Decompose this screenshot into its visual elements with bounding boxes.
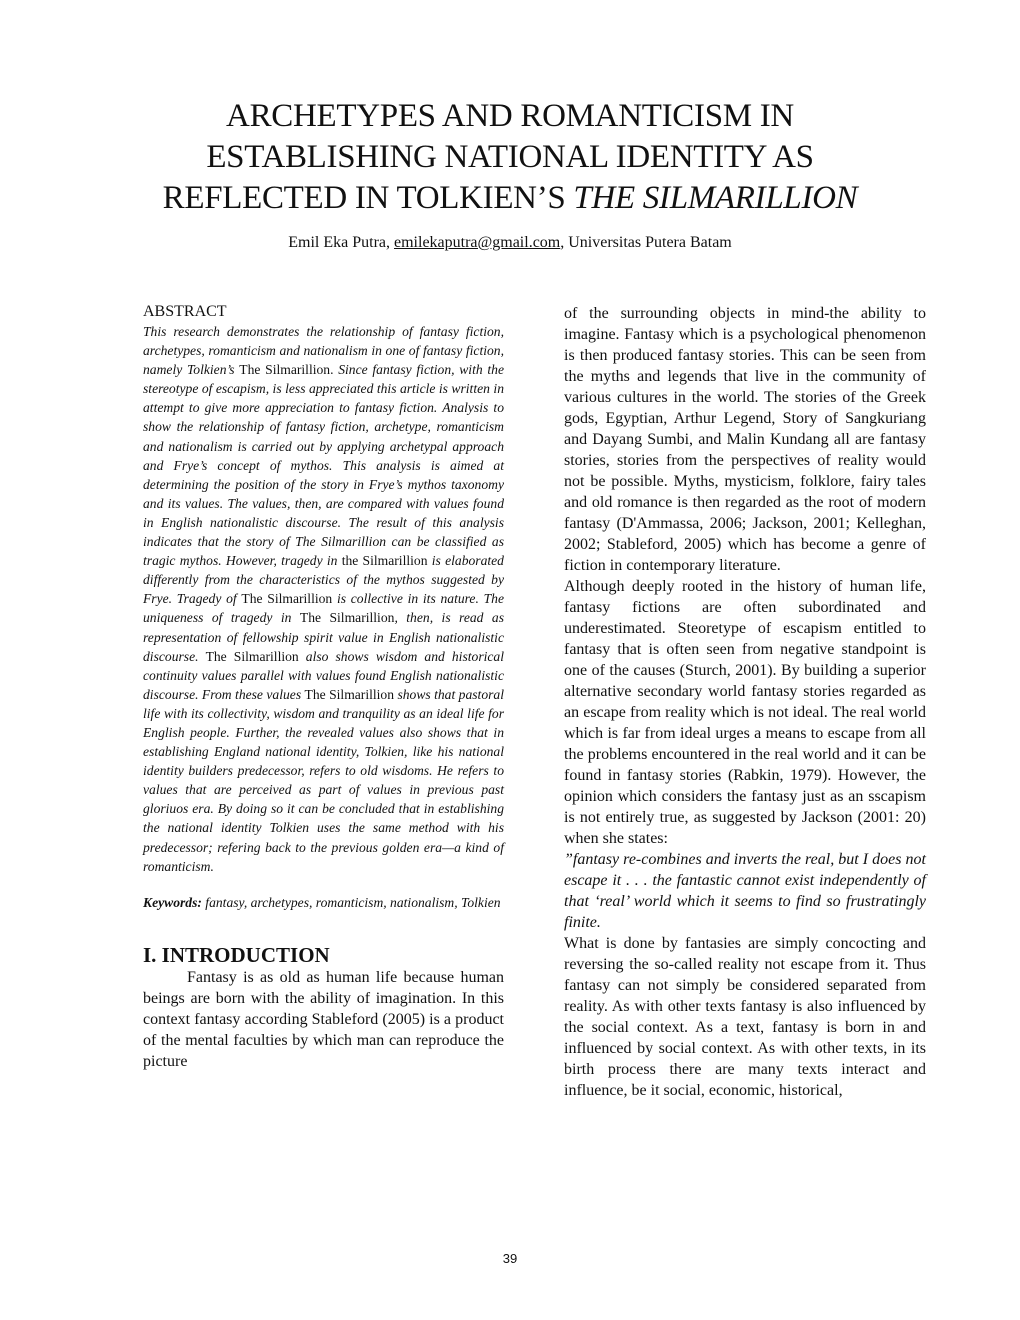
author-line: [100, 234, 920, 252]
body-paragraph-1: of the surrounding objects in mind-the ability to imagine. Fantasy which is a psychological phenomenon is then produced fantasy stories. This can be seen from the myths and legends that live in the community of various cultures in the world. The stories of the Greek gods, Egyptian, Arthur Legend, Story of Sangkuriang and Dayang Sumbi, and Malin Kundang all are fantasy stories, stories from the perspectives of reality would not be possible. Myths, mysticism, folklore, fairy tales and old romance is then regarded as the root of modern fantasy (D'Ammassa, 2006; Jackson, 2001; Kelleghan, 2002; Stableford, 2005) which has become a genre of fiction in contemporary literature.: [564, 305, 926, 574]
abstract-title-ref-1: The Silmarillion.: [239, 362, 334, 378]
abstract-text-3: is elaborated differently from the characteristics of the mythos suggested by Frye. Tragedy of: [143, 553, 504, 607]
abstract-text-4: is collective in its nature. The uniqueness of tragedy in: [143, 591, 504, 626]
title-line-3: [100, 178, 920, 219]
keywords: [143, 893, 504, 912]
abstract-heading: ABSTRACT: [143, 303, 227, 320]
title-line-3-prefix: REFLECTED IN TOLKIEN’S: [162, 180, 574, 216]
abstract-text-7: shows that pastoral life with its collectivity, wisdom and tranquility as an ideal life for English people. Further, the revealed values also shows that in establishing England national identity, Tolkien, like his national identity builders predecessor, refers to old wisdoms. He refers to values that are perceived as part of values in previous past gloriuos era. By doing so it can be concluded that in establishing the national identity Tolkien uses the same method with his predecessor; refering back to the previous golden era—a kind of romanticism.: [143, 686, 504, 874]
title-line-2: ESTABLISHING NATIONAL IDENTITY AS: [206, 139, 814, 175]
abstract-title-ref-4: The Silmarillion: [299, 610, 395, 626]
author-affiliation: , Universitas Putera Batam: [560, 234, 732, 251]
abstract-title-ref-2: the Silmarillion: [341, 553, 428, 569]
title-line-1: ARCHETYPES AND ROMANTICISM IN: [226, 98, 794, 134]
abstract-title-ref-5: The Silmarillion: [205, 648, 299, 664]
title-book-name: THE SILMARILLION: [573, 180, 858, 216]
abstract-text-5: , then, is read as representation of fellowship spirit value in English nationalistic discourse.: [143, 610, 505, 664]
abstract-body: [143, 322, 504, 876]
abstract-title-ref-6: The Silmarillion: [304, 686, 395, 702]
keywords-label: Keywords:: [143, 894, 202, 910]
keywords-list: fantasy, archetypes, romanticism, nationalism, Tolkien: [201, 894, 501, 910]
abstract-text-2: Since fantasy fiction, with the stereotype of escapism, is less appreciated this article is written in attempt to give more appreciation to fantasy fiction. Analysis to show the relationship of fantasy fiction, archetype, romanticism and nationalism is carried out by applying archetypal approach and Frye’s concept of mythos. This analysis is aimed at determining the position of the story in Frye’s mythos taxonomy and its values. The values, then, are compared with values found in English nationalistic discourse. The result of this analysis indicates that the story of The Silmarillion can be classified as tragic mythos. However, tragedy in: [143, 362, 504, 569]
author-name: Emil Eka Putra,: [288, 234, 394, 251]
abstract-text-6: also shows wisdom and historical continuity values parallel with values found English nationalistic discourse. From these values: [143, 648, 505, 702]
introduction-paragraph: Fantasy is as old as human life because human beings are born with the ability of imagination. In this context fantasy according Stableford (2005) is a product of the mental faculties by which man can reproduce the picture: [143, 968, 504, 1070]
section-heading-introduction: I. INTRODUCTION: [143, 942, 330, 967]
page-number: 39: [502, 1251, 518, 1266]
abstract-text-1: This research demonstrates the relationship of fantasy fiction, archetypes, romanticism and nationalism in one of fantasy fiction, namely Tolkien’s: [143, 324, 504, 378]
abstract-title-ref-3: The Silmarillion: [241, 591, 333, 607]
author-email-link[interactable]: emilekaputra@gmail.com: [394, 234, 561, 251]
right-column: [564, 303, 926, 1101]
block-quote: ”fantasy re-combines and inverts the real, but I does not escape it . . . the fantastic cannot exist independently of that ‘real’ world which it seems to find so frustratingly finite.: [564, 851, 926, 931]
body-paragraph-2: Although deeply rooted in the history of human life, fantasy fictions are often subordinated and underestimated. Steoretype of escapism entitled to fantasy that is often seen from negative standpoint is one of the causes (Sturch, 2001). By building a superior alternative secondary world fantasy stories regarded as an escape from reality which is not ideal. The real world which is far from ideal urges a means to escape from all the problems encountered in the real world and it can be found in fantasy stories (Rabkin, 1979). However, the opinion which considers the fantasy just as an sscapism is not entirely true, as suggested by Jackson (2001: 20) when she states:: [564, 578, 926, 847]
left-column: [143, 302, 504, 1088]
paper-title: [100, 96, 920, 219]
body-paragraph-3: What is done by fantasies are simply concocting and reversing the so-called reality not escape from it. Thus fantasy can not simply be considered separated from reality. As with other texts fantasy is also influenced by the social context. As a text, fantasy is born in and influenced by social context. As with other texts, in its birth process there are many texts interact and influence, be it social, economic, historical,: [564, 935, 926, 1099]
